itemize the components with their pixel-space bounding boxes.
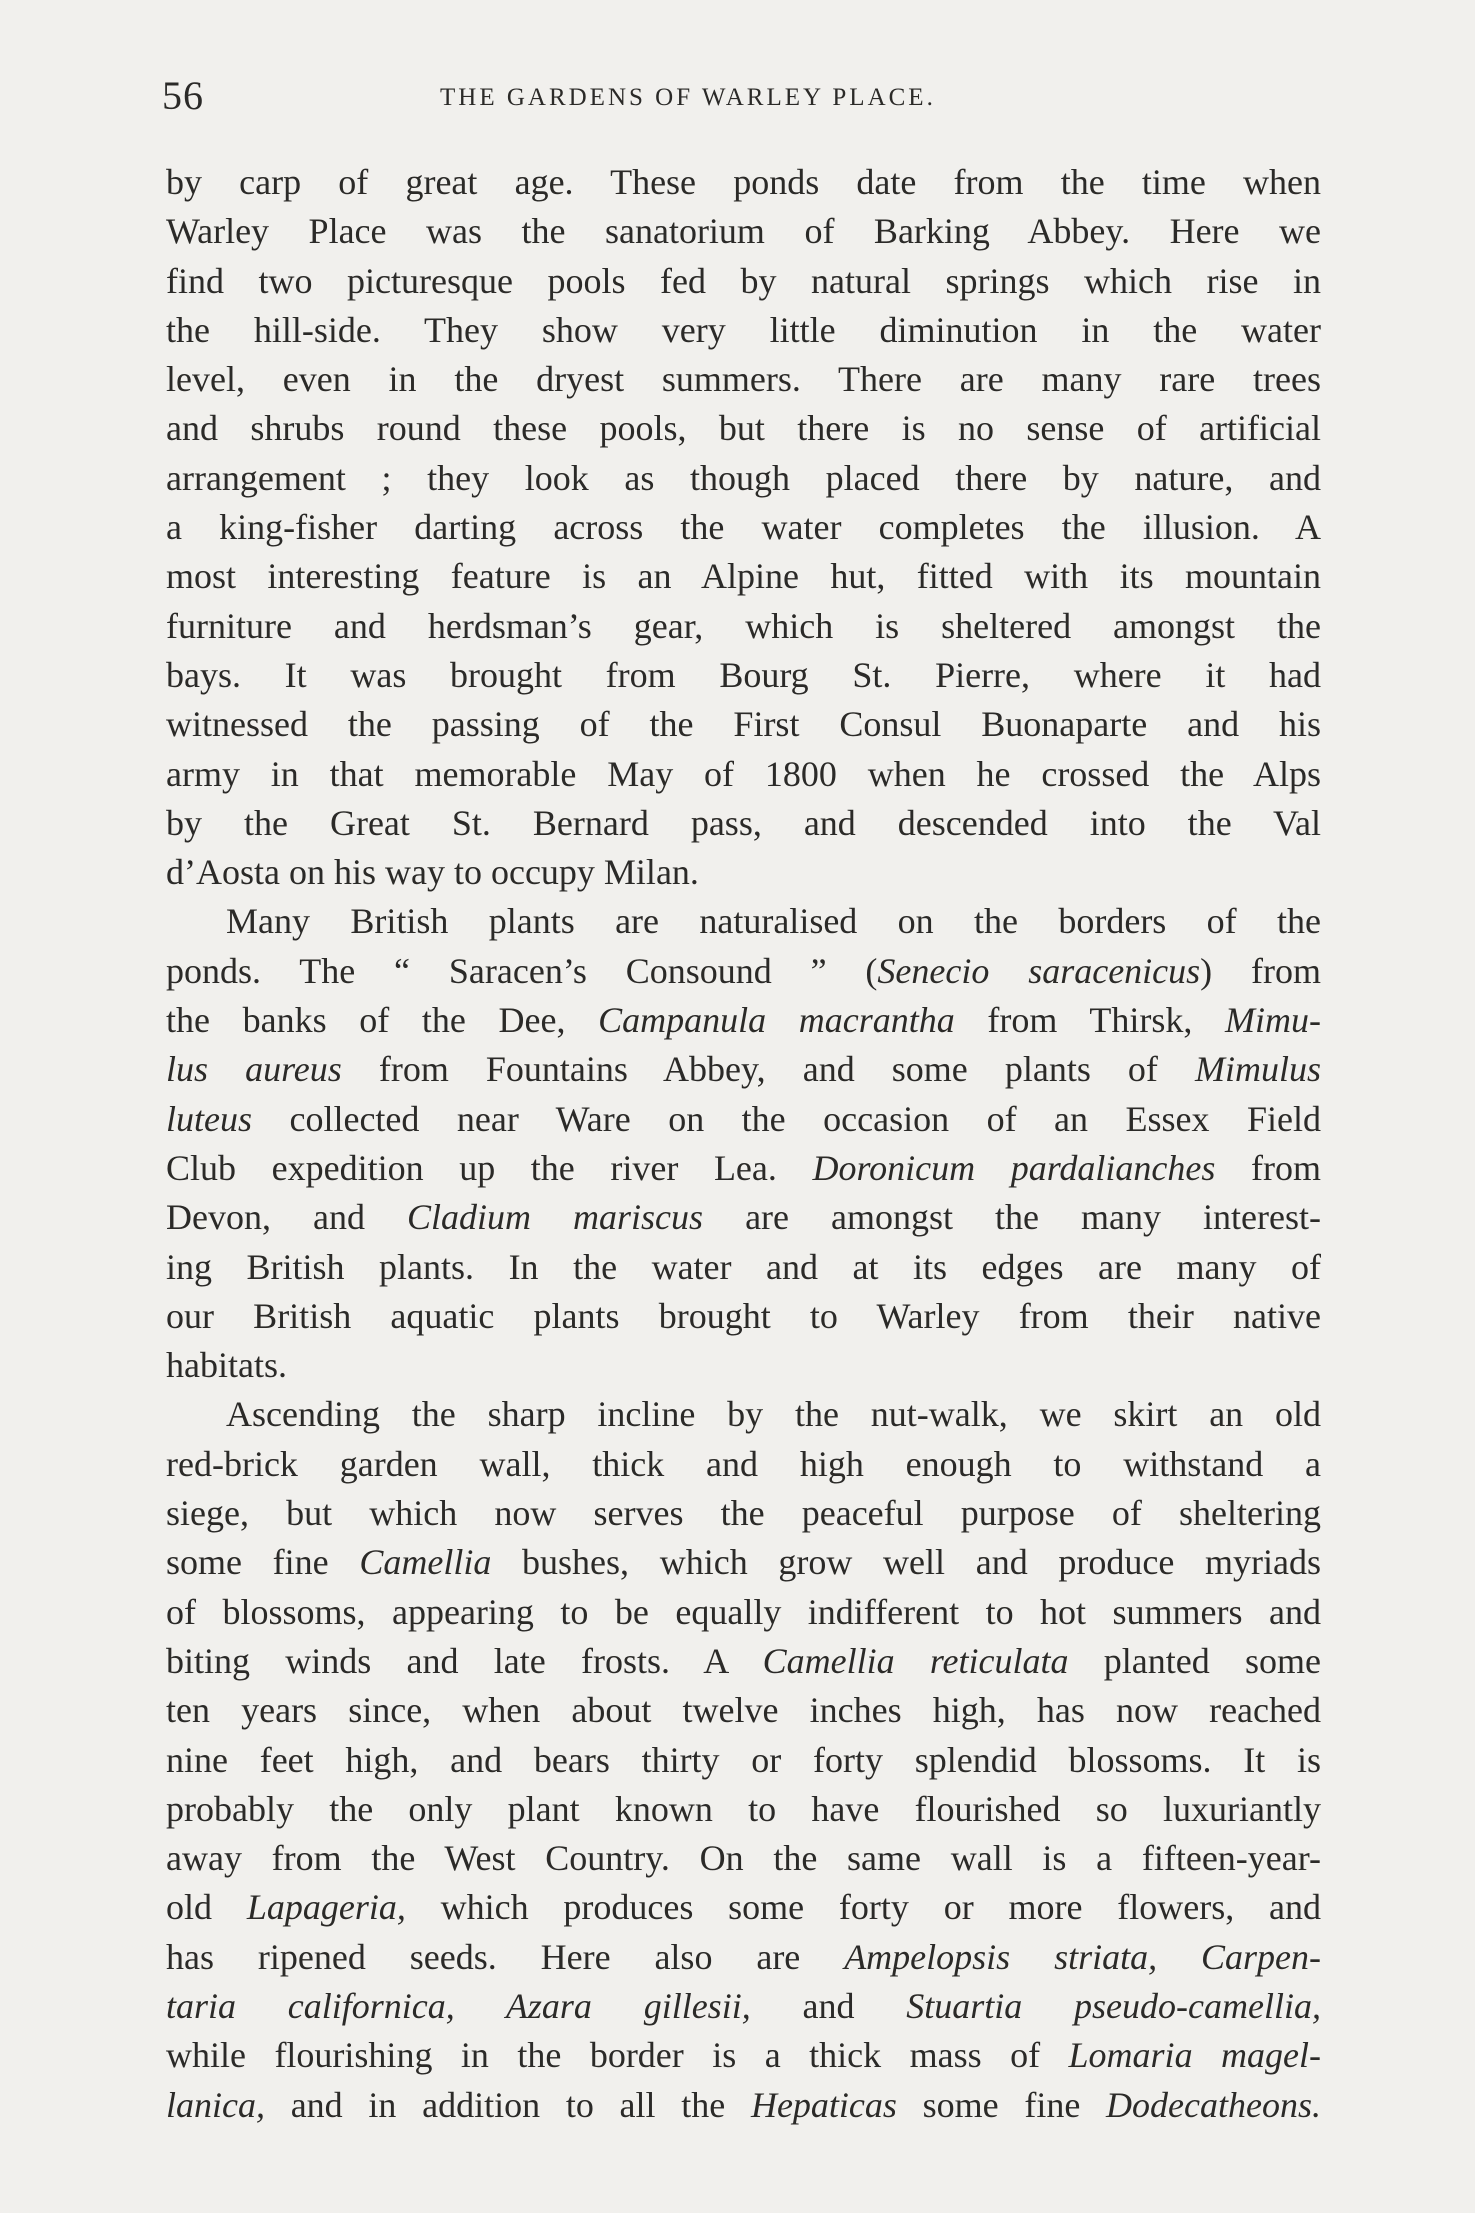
text-run: bays. It was brought from Bourg St. Pierre, where it had bbox=[166, 654, 1321, 695]
text-run: red-brick garden wall, thick and high enough to withstand a bbox=[166, 1443, 1321, 1484]
text-run: arrangement ; they look as though placed there by nature, and bbox=[166, 457, 1321, 498]
italic-text: Lomaria magel- bbox=[1068, 2035, 1321, 2076]
text-line bbox=[166, 700, 1321, 749]
italic-text: lus aureus bbox=[166, 1049, 342, 1090]
page-number: 56 bbox=[162, 73, 204, 118]
italic-text: Campanula macrantha bbox=[598, 1000, 955, 1041]
text-run: and bbox=[750, 1985, 907, 2026]
text-run: ponds. The “ Saracen’s Consound ” ( bbox=[166, 950, 878, 991]
italic-text: lanica, bbox=[166, 2084, 265, 2125]
text-run: collected near Ware on the occasion of an Essex Field bbox=[252, 1098, 1321, 1139]
text-run: ing British plants. In the water and at its edges are many of bbox=[166, 1246, 1321, 1287]
text-run: ten years since, when about twelve inches high, has now reached bbox=[166, 1690, 1321, 1731]
text-line bbox=[166, 1390, 1321, 1439]
italic-text: Doronicum pardalianches bbox=[812, 1147, 1216, 1188]
text-line bbox=[166, 2081, 1321, 2130]
italic-text: Camellia bbox=[359, 1542, 492, 1583]
text-run: Club expedition up the river Lea. bbox=[166, 1147, 813, 1188]
body-text bbox=[166, 158, 1321, 2130]
italic-text: Mimulus bbox=[1195, 1049, 1321, 1090]
text-line bbox=[166, 750, 1321, 799]
italic-text: Cladium mariscus bbox=[407, 1197, 704, 1238]
text-run: while flourishing in the border is a thick mass of bbox=[166, 2035, 1069, 2076]
text-line bbox=[166, 1637, 1321, 1686]
text-line bbox=[166, 1686, 1321, 1735]
text-run: habitats. bbox=[166, 1345, 287, 1386]
text-line bbox=[166, 2031, 1321, 2080]
text-run: Devon, and bbox=[166, 1197, 407, 1238]
text-run: our British aquatic plants brought to Warley from their native bbox=[166, 1295, 1321, 1336]
text-line bbox=[166, 1341, 1321, 1390]
text-run: nine feet high, and bears thirty or forty splendid blossoms. It is bbox=[166, 1739, 1321, 1780]
text-run: the hill-side. They show very little diminution in the water bbox=[166, 309, 1321, 350]
text-run: from Thirsk, bbox=[954, 1000, 1226, 1041]
text-run: Many British plants are naturalised on the borders of the bbox=[226, 901, 1321, 942]
text-line bbox=[166, 799, 1321, 848]
text-line bbox=[166, 1095, 1321, 1144]
text-line bbox=[166, 207, 1321, 256]
text-run: a king-fisher darting across the water completes the illusion. A bbox=[166, 507, 1321, 548]
italic-text: Ampelopsis striata, Carpen- bbox=[844, 1936, 1321, 1977]
text-run: from Fountains Abbey, and some plants of bbox=[341, 1049, 1195, 1090]
italic-text: luteus bbox=[166, 1098, 252, 1139]
text-run: Warley Place was the sanatorium of Barking Abbey. Here we bbox=[166, 211, 1321, 252]
text-run: siege, but which now serves the peaceful purpose of sheltering bbox=[166, 1493, 1321, 1534]
text-run: Ascending the sharp incline by the nut-walk, we skirt an old bbox=[226, 1394, 1321, 1435]
text-line bbox=[166, 1736, 1321, 1785]
text-line bbox=[166, 454, 1321, 503]
text-line bbox=[166, 1933, 1321, 1982]
text-line bbox=[166, 158, 1321, 207]
text-line bbox=[166, 257, 1321, 306]
text-line bbox=[166, 1045, 1321, 1094]
text-line bbox=[166, 404, 1321, 453]
text-line bbox=[166, 897, 1321, 946]
text-line bbox=[166, 1883, 1321, 1932]
text-line bbox=[166, 996, 1321, 1045]
italic-text: Lapageria, bbox=[246, 1887, 406, 1928]
text-run: find two picturesque pools fed by natural springs which rise in bbox=[166, 260, 1321, 301]
text-line bbox=[166, 1785, 1321, 1834]
text-line bbox=[166, 1144, 1321, 1193]
text-run: army in that memorable May of 1800 when he crossed the Alps bbox=[166, 753, 1321, 794]
text-run: d’Aosta on his way to occupy Milan. bbox=[166, 852, 699, 893]
text-line bbox=[166, 1834, 1321, 1883]
text-run: by carp of great age. These ponds date from the time when bbox=[166, 162, 1321, 202]
text-line bbox=[166, 503, 1321, 552]
text-run: most interesting feature is an Alpine hut, fitted with its mountain bbox=[166, 556, 1321, 597]
italic-text: Camellia reticulata bbox=[762, 1640, 1069, 1681]
text-run: and in addition to all the bbox=[264, 2084, 751, 2125]
text-run: old bbox=[166, 1887, 247, 1928]
text-run: which produces some forty or more flowers, and bbox=[405, 1887, 1321, 1928]
text-line bbox=[166, 1489, 1321, 1538]
text-line bbox=[166, 1588, 1321, 1637]
text-run: the banks of the Dee, bbox=[166, 1000, 599, 1041]
text-run: probably the only plant known to have flourished so luxuriantly bbox=[166, 1788, 1321, 1829]
text-line bbox=[166, 306, 1321, 355]
text-line bbox=[166, 1538, 1321, 1587]
text-line bbox=[166, 1292, 1321, 1341]
text-run: witnessed the passing of the First Consul Buonaparte and his bbox=[166, 704, 1321, 745]
text-run: some fine bbox=[896, 2084, 1107, 2125]
text-line bbox=[166, 848, 1321, 897]
text-line bbox=[166, 651, 1321, 700]
text-run: bushes, which grow well and produce myriads bbox=[491, 1542, 1321, 1583]
italic-text: taria californica, Azara gillesii, bbox=[166, 1985, 751, 2026]
text-line bbox=[166, 552, 1321, 601]
text-line bbox=[166, 1243, 1321, 1292]
text-run: some fine bbox=[166, 1542, 360, 1583]
text-run: away from the West Country. On the same wall is a fifteen-year- bbox=[166, 1838, 1321, 1879]
text-run: of blossoms, appearing to be equally indifferent to hot summers and bbox=[166, 1591, 1321, 1632]
italic-text: Senecio saracenicus bbox=[877, 950, 1201, 991]
text-run: ) from bbox=[1200, 950, 1321, 991]
italic-text: Dodecatheons. bbox=[1106, 2084, 1321, 2125]
text-run: are amongst the many interest- bbox=[703, 1197, 1321, 1238]
text-line bbox=[166, 355, 1321, 404]
text-run: level, even in the dryest summers. There are many rare trees bbox=[166, 359, 1321, 400]
text-line bbox=[166, 947, 1321, 996]
text-run: biting winds and late frosts. A bbox=[166, 1640, 763, 1681]
text-line bbox=[166, 1193, 1321, 1242]
text-line bbox=[166, 1982, 1321, 2031]
italic-text: Hepaticas bbox=[750, 2084, 897, 2125]
text-run: and shrubs round these pools, but there is no sense of artificial bbox=[166, 408, 1321, 449]
running-title: THE GARDENS OF WARLEY PLACE. bbox=[440, 84, 936, 111]
text-run: furniture and herdsman’s gear, which is sheltered amongst the bbox=[166, 605, 1321, 646]
text-line bbox=[166, 602, 1321, 651]
text-run: by the Great St. Bernard pass, and descended into the Val bbox=[166, 802, 1321, 843]
italic-text: Stuartia pseudo-camellia, bbox=[906, 1985, 1321, 2026]
text-run: from bbox=[1215, 1147, 1321, 1188]
text-line bbox=[166, 1440, 1321, 1489]
italic-text: Mimu- bbox=[1225, 1000, 1321, 1041]
text-run: has ripened seeds. Here also are bbox=[166, 1936, 845, 1977]
text-run: planted some bbox=[1068, 1640, 1321, 1681]
